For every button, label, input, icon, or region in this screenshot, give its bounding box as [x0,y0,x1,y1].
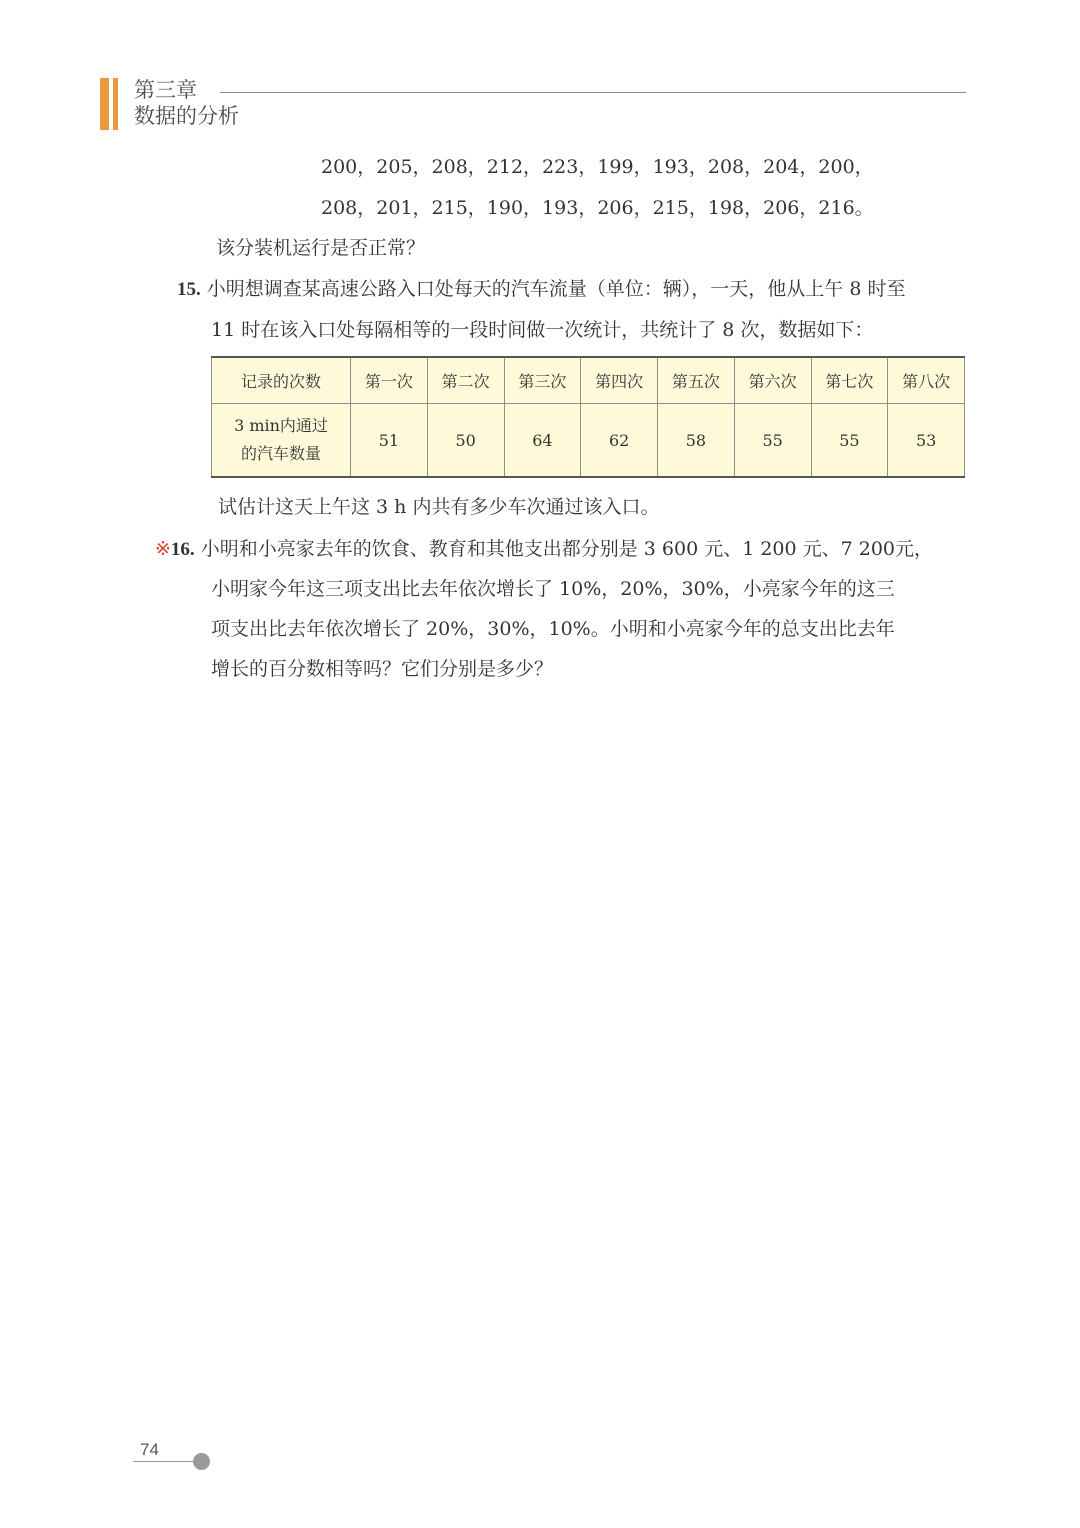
table-cell: 51 [351,404,428,478]
page-number: 74 [140,1440,159,1459]
chapter-header [100,76,966,136]
q15-line-1 [177,276,905,303]
table-col-3: 第三次 [504,357,581,404]
footer-rule [133,1461,195,1462]
q16-text-1: 小明和小亮家去年的饮食、教育和其他支出都分别是 3 600 元、1 200 元、7 200元， [200,538,934,560]
table-col-8: 第八次 [888,357,965,404]
q15-followup: 试估计这天上午这 3 h 内共有多少车次通过该入口。 [218,496,660,518]
table-col-7: 第七次 [811,357,888,404]
table-col-4: 第四次 [581,357,658,404]
table-cell: 55 [811,404,888,478]
table-cell: 64 [504,404,581,478]
q16-line-4: 增长的百分数相等吗？它们分别是多少？ [211,658,554,680]
header-accent-bar-thin [113,78,118,130]
q16-line-3: 项支出比去年依次增长了 20%，30%，10%。小明和小亮家今年的总支出比去年 [211,618,895,640]
table-col-1: 第一次 [351,357,428,404]
q15-number: 15. [177,279,201,300]
table-cell: 50 [427,404,504,478]
optional-mark: ※ [155,538,171,560]
chapter-subtitle: 数据的分析 [134,104,239,128]
q16-line-1 [155,536,933,563]
header-accent-bar [100,78,109,130]
table-header-count: 记录的次数 [212,357,351,404]
table-col-6: 第六次 [734,357,811,404]
table-cell: 62 [581,404,658,478]
q15-text-1: 小明想调查某高速公路入口处每天的汽车流量（单位：辆），一天，他从上午 8 时至 [206,278,906,300]
data-line-1: 200，205，208，212，223，199，193，208，204，200， [321,156,874,178]
table-col-5: 第五次 [658,357,735,404]
table-row [212,404,965,478]
table-header-cars-line1: 3 min内通过 [234,416,328,435]
table-col-2: 第二次 [427,357,504,404]
table-header-cars-line2: 的汽车数量 [240,444,321,463]
data-line-2: 208，201，215，190，193，206，215，198，206，216。 [321,197,874,219]
table-cell: 53 [888,404,965,478]
table-header-cars [212,404,351,478]
footer-dot-icon [193,1453,210,1470]
header-rule [220,92,966,93]
traffic-table [211,356,965,478]
q16-line-2: 小明家今年这三项支出比去年依次增长了 10%，20%，30%，小亮家今年的这三 [211,578,895,600]
q16-number: 16. [170,539,195,560]
table-cell: 55 [734,404,811,478]
chapter-title: 第三章 [134,78,197,102]
q15-line-2: 11 时在该入口处每隔相等的一段时间做一次统计，共统计了 8 次，数据如下： [211,319,874,341]
table-row [212,357,965,404]
prev-question: 该分装机运行是否正常？ [216,237,426,259]
table-cell: 58 [658,404,735,478]
